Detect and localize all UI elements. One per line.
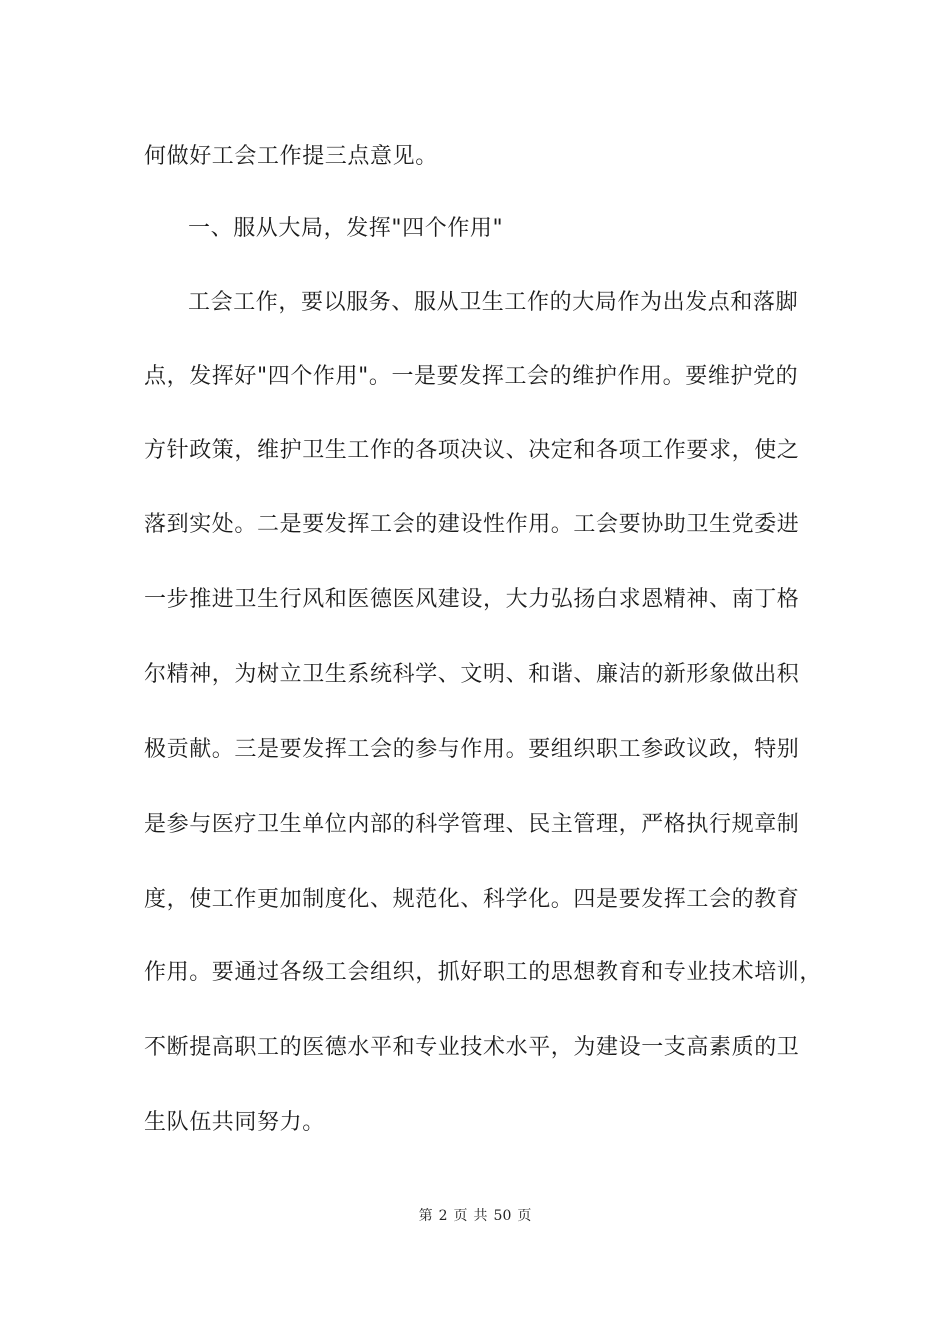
text-line: 不断提高职工的医德水平和专业技术水平，为建设一支高素质的卫 — [144, 1035, 800, 1060]
text-line: 方针政策，维护卫生工作的各项决议、决定和各项工作要求，使之 — [144, 438, 800, 463]
footer-label-ye: 页 — [453, 1208, 468, 1224]
text-line: 尔精神，为树立卫生系统科学、文明、和谐、廉洁的新形象做出积 — [144, 662, 800, 687]
text-line: 落到实处。二是要发挥工会的建设性作用。工会要协助卫生党委进 — [144, 512, 800, 537]
text-line: 是参与医疗卫生单位内部的科学管理、民主管理，严格执行规章制 — [144, 812, 800, 837]
paragraph-first-line: 工会工作，要以服务、服从卫生工作的大局作为出发点和落脚 — [188, 290, 799, 315]
footer-label-ye2: 页 — [517, 1208, 532, 1224]
section-heading: 一、服从大局，发挥"四个作用" — [188, 216, 504, 241]
current-page-number: 2 — [438, 1208, 448, 1224]
text-line: 何做好工会工作提三点意见。 — [144, 144, 438, 169]
page-footer — [0, 1206, 950, 1226]
footer-label-gong: 共 — [473, 1208, 488, 1224]
text-line: 度，使工作更加制度化、规范化、科学化。四是要发挥工会的教育 — [144, 887, 800, 912]
text-line: 作用。要通过各级工会组织，抓好职工的思想教育和专业技术培训， — [144, 960, 823, 985]
text-line: 点，发挥好"四个作用"。一是要发挥工会的维护作用。要维护党的 — [144, 364, 799, 389]
text-line: 极贡献。三是要发挥工会的参与作用。要组织职工参政议政，特别 — [144, 737, 800, 762]
total-pages-number: 50 — [493, 1208, 512, 1224]
text-line: 一步推进卫生行风和医德医风建设，大力弘扬白求恩精神、南丁格 — [144, 587, 800, 612]
footer-label-di: 第 — [418, 1208, 433, 1224]
text-line: 生队伍共同努力。 — [144, 1110, 325, 1135]
